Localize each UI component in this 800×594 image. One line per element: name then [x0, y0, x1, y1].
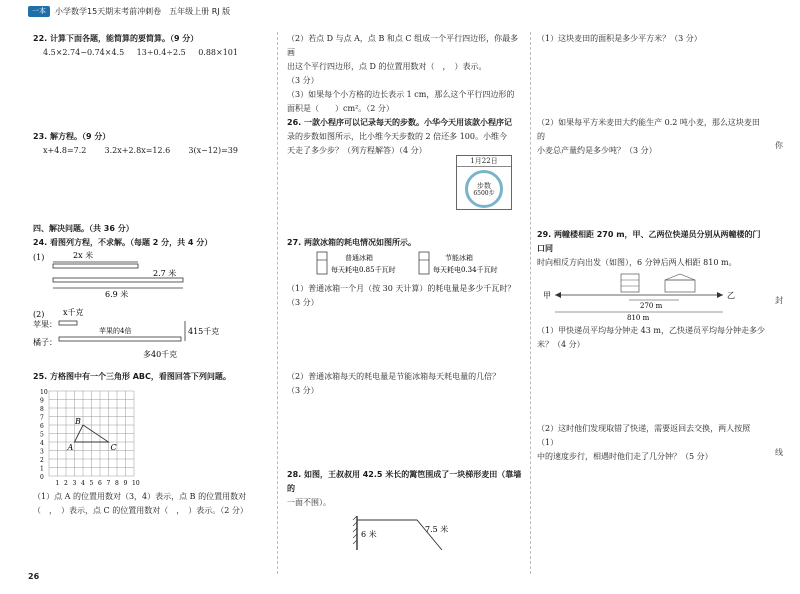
q27-2-line2: （3 分）	[287, 386, 319, 395]
logo: 一本	[28, 6, 50, 17]
q24-1-tag: (1)	[33, 253, 45, 262]
q28-2-line2: 小麦总产量约是多少吨？（3 分）	[537, 146, 657, 155]
question-22: 22. 计算下面各题，能简算的要简算。（9 分）	[33, 34, 199, 43]
column-1	[33, 32, 263, 518]
question-26: 26. 一款小程序可以记录每天的步数。小华今天用该款小程序记	[287, 118, 512, 127]
courier-yi: 乙	[727, 291, 735, 300]
q24-2-more: 多40千克	[143, 350, 178, 359]
fridge-icon	[419, 252, 429, 274]
q25-2-line1: （2）若点 D 与点 A，点 B 和点 C 组成一个平行四边形，你最多画	[287, 34, 519, 57]
q25-3-line2: 面积是（ ）cm²。（2 分）	[287, 104, 394, 113]
grid-x-label: 2	[64, 480, 68, 487]
column-divider	[277, 32, 278, 574]
point-c-label: C	[110, 443, 117, 452]
q23-item: x+4.8=7.2	[43, 146, 87, 155]
question-23: 23. 解方程。（9 分）	[33, 132, 111, 141]
grid-x-label: 9	[123, 480, 128, 487]
fridge1-name: 普通冰箱	[345, 254, 373, 262]
grid-y-label: 7	[40, 414, 44, 422]
fridge2-use: 每天耗电0.34千瓦时	[433, 266, 498, 274]
distance-270: 270 m	[640, 302, 663, 310]
q28-line2: 一面不围）。	[287, 498, 331, 507]
q28-trapezoid	[287, 510, 525, 550]
step-date: 1月22日	[457, 156, 511, 167]
building-icon	[665, 280, 695, 292]
q27-fridges	[287, 250, 525, 280]
grid-y-label: 8	[40, 406, 44, 413]
q28-2-line1: （2）如果每平方米麦田大约能生产 0.2 吨小麦，那么这块麦田的	[537, 118, 760, 141]
grid-x-label: 8	[115, 480, 119, 487]
column-divider	[530, 32, 531, 574]
fridge2-name: 节能冰箱	[445, 254, 473, 262]
courier-jia: 甲	[543, 291, 551, 300]
question-25: 25. 方格图中有一个三角形 ABC，看图回答下列问题。	[33, 372, 231, 381]
binding-mark: 线	[775, 448, 783, 457]
grid-y-label: 6	[40, 423, 44, 430]
grid-x-label: 4	[81, 480, 85, 487]
grid-y-label: 10	[40, 389, 48, 396]
question-27: 27. 两款冰箱的耗电情况如图所示。	[287, 238, 416, 247]
q29-diagram	[537, 270, 767, 322]
q23-item: 3.2x+2.8x=12.6	[104, 146, 171, 155]
q29-line2: 时向相反方向出发（如图），6 分钟后两人相距 810 m。	[537, 258, 737, 267]
q22-item: 13÷0.4÷2.5	[136, 48, 186, 57]
point-b-label: B	[75, 417, 81, 426]
section-4-title: 四、解决问题。（共 36 分）	[33, 224, 134, 233]
fridge-icon	[317, 252, 327, 274]
q24-1-label-69: 6.9 米	[105, 290, 129, 299]
q24-1-label-27: 2.7 米	[153, 269, 177, 278]
q29-2-line2: 中的速度步行，相遇时他们走了几分钟？（5 分）	[537, 452, 713, 461]
q23-item: 3(x−12)=39	[188, 146, 238, 155]
q24-2-apple: 苹果：	[33, 320, 57, 329]
q27-1-line1: （1）普通冰箱一个月（按 30 天计算）的耗电量是多少千瓦时？	[287, 284, 516, 293]
question-29: 29. 两幢楼相距 270 m，甲、乙两位快递员分别从两幢楼的门口同	[537, 230, 761, 253]
distance-810: 810 m	[627, 314, 650, 322]
grid-y-label: 4	[40, 440, 44, 447]
grid-y-label: 2	[40, 457, 44, 464]
step-value: 6500步	[473, 190, 495, 197]
q29-1-line1: （1）甲快递员平均每分钟走 43 m，乙快递员平均每分钟走多少	[537, 326, 765, 335]
binding-mark: 你	[775, 141, 783, 150]
grid-y-label: 5	[40, 431, 44, 439]
grid-x-label: 10	[132, 480, 140, 487]
grid-x-label: 3	[72, 480, 77, 487]
grid-y-label: 9	[40, 397, 44, 405]
q24-2-diagram	[33, 307, 253, 362]
q24-2-tag: (2)	[33, 310, 45, 319]
grid-y-label: 1	[40, 465, 44, 473]
q26-line2: 录的步数如图所示，比小维今天步数的 2 倍还多 100。小维今	[287, 132, 507, 141]
q25-3-line1: （3）如果每个小方格的边长表示 1 cm，那么这个平行四边形的	[287, 90, 515, 99]
q25-1-line1: （1）点 A 的位置用数对（3，4）表示，点 B 的位置用数对	[33, 492, 247, 501]
binding-mark: 封	[775, 296, 783, 305]
column-3	[537, 32, 767, 464]
question-24: 24. 看图列方程，不求解。（每题 2 分，共 4 分）	[33, 238, 213, 247]
step-counter-card	[456, 155, 512, 210]
q25-2-line3: （3 分）	[287, 76, 319, 85]
grid-x-label: 7	[106, 480, 111, 487]
building-icon	[621, 274, 639, 292]
q29-2-line1: （2）这时他们发现取错了快递，需要返回去交换，两人按照（1）	[537, 424, 751, 447]
q26-line3: 天走了多少步？（列方程解答）（4 分）	[287, 146, 427, 155]
q24-1-label-2x: 2x 米	[73, 251, 94, 260]
q24-2-orange: 橘子：	[33, 338, 57, 347]
q28-1-line1: （1）这块麦田的面积是多少平方米？（3 分）	[537, 34, 702, 43]
column-2	[287, 32, 525, 552]
grid-y-label: 0	[40, 474, 44, 481]
q22-items	[43, 46, 238, 60]
point-a-label: A	[67, 443, 74, 452]
header-title: 小学数学15天期末考前冲刺卷 五年级上册 RJ 版	[55, 6, 231, 16]
q25-1-line2: （ ， ）表示，点 C 的位置用数对（ ， ）表示。（2 分）	[33, 506, 248, 515]
q25-grid	[33, 384, 183, 488]
q27-2-line1: （2）普通冰箱每天的耗电量是节能冰箱每天耗电量的几倍？	[287, 372, 501, 381]
q22-item: 4.5×2.74−0.74×4.5	[43, 48, 125, 57]
q24-2-total: 415千克	[188, 327, 220, 336]
page-header	[28, 3, 288, 19]
q28-slant: 7.5 米	[425, 525, 449, 534]
grid-x-label: 6	[98, 480, 102, 487]
grid-x-label: 5	[89, 480, 94, 487]
q24-2-times: 苹果的4倍	[99, 327, 132, 335]
page-number: 26	[28, 572, 40, 581]
step-label: 步数	[477, 182, 491, 190]
q27-1-line2: （3 分）	[287, 298, 319, 307]
q28-height: 6 米	[361, 530, 377, 539]
q25-2-line2: 出这个平行四边形，点 D 的位置用数对（ ， ）表示。	[287, 62, 487, 71]
grid-x-label: 1	[55, 480, 60, 487]
step-ring	[465, 170, 503, 208]
q22-item: 0.88×101	[198, 48, 238, 57]
grid-y-label: 3	[40, 448, 44, 456]
q23-items	[43, 144, 238, 158]
q24-1-diagram	[33, 250, 253, 300]
q24-2-x: x千克	[63, 308, 84, 317]
question-28: 28. 如图，王叔叔用 42.5 米长的篱笆围成了一块梯形麦田（靠墙的	[287, 470, 522, 493]
q29-1-line2: 米？（4 分）	[537, 340, 585, 349]
fridge1-use: 每天耗电0.85千瓦时	[331, 266, 396, 274]
